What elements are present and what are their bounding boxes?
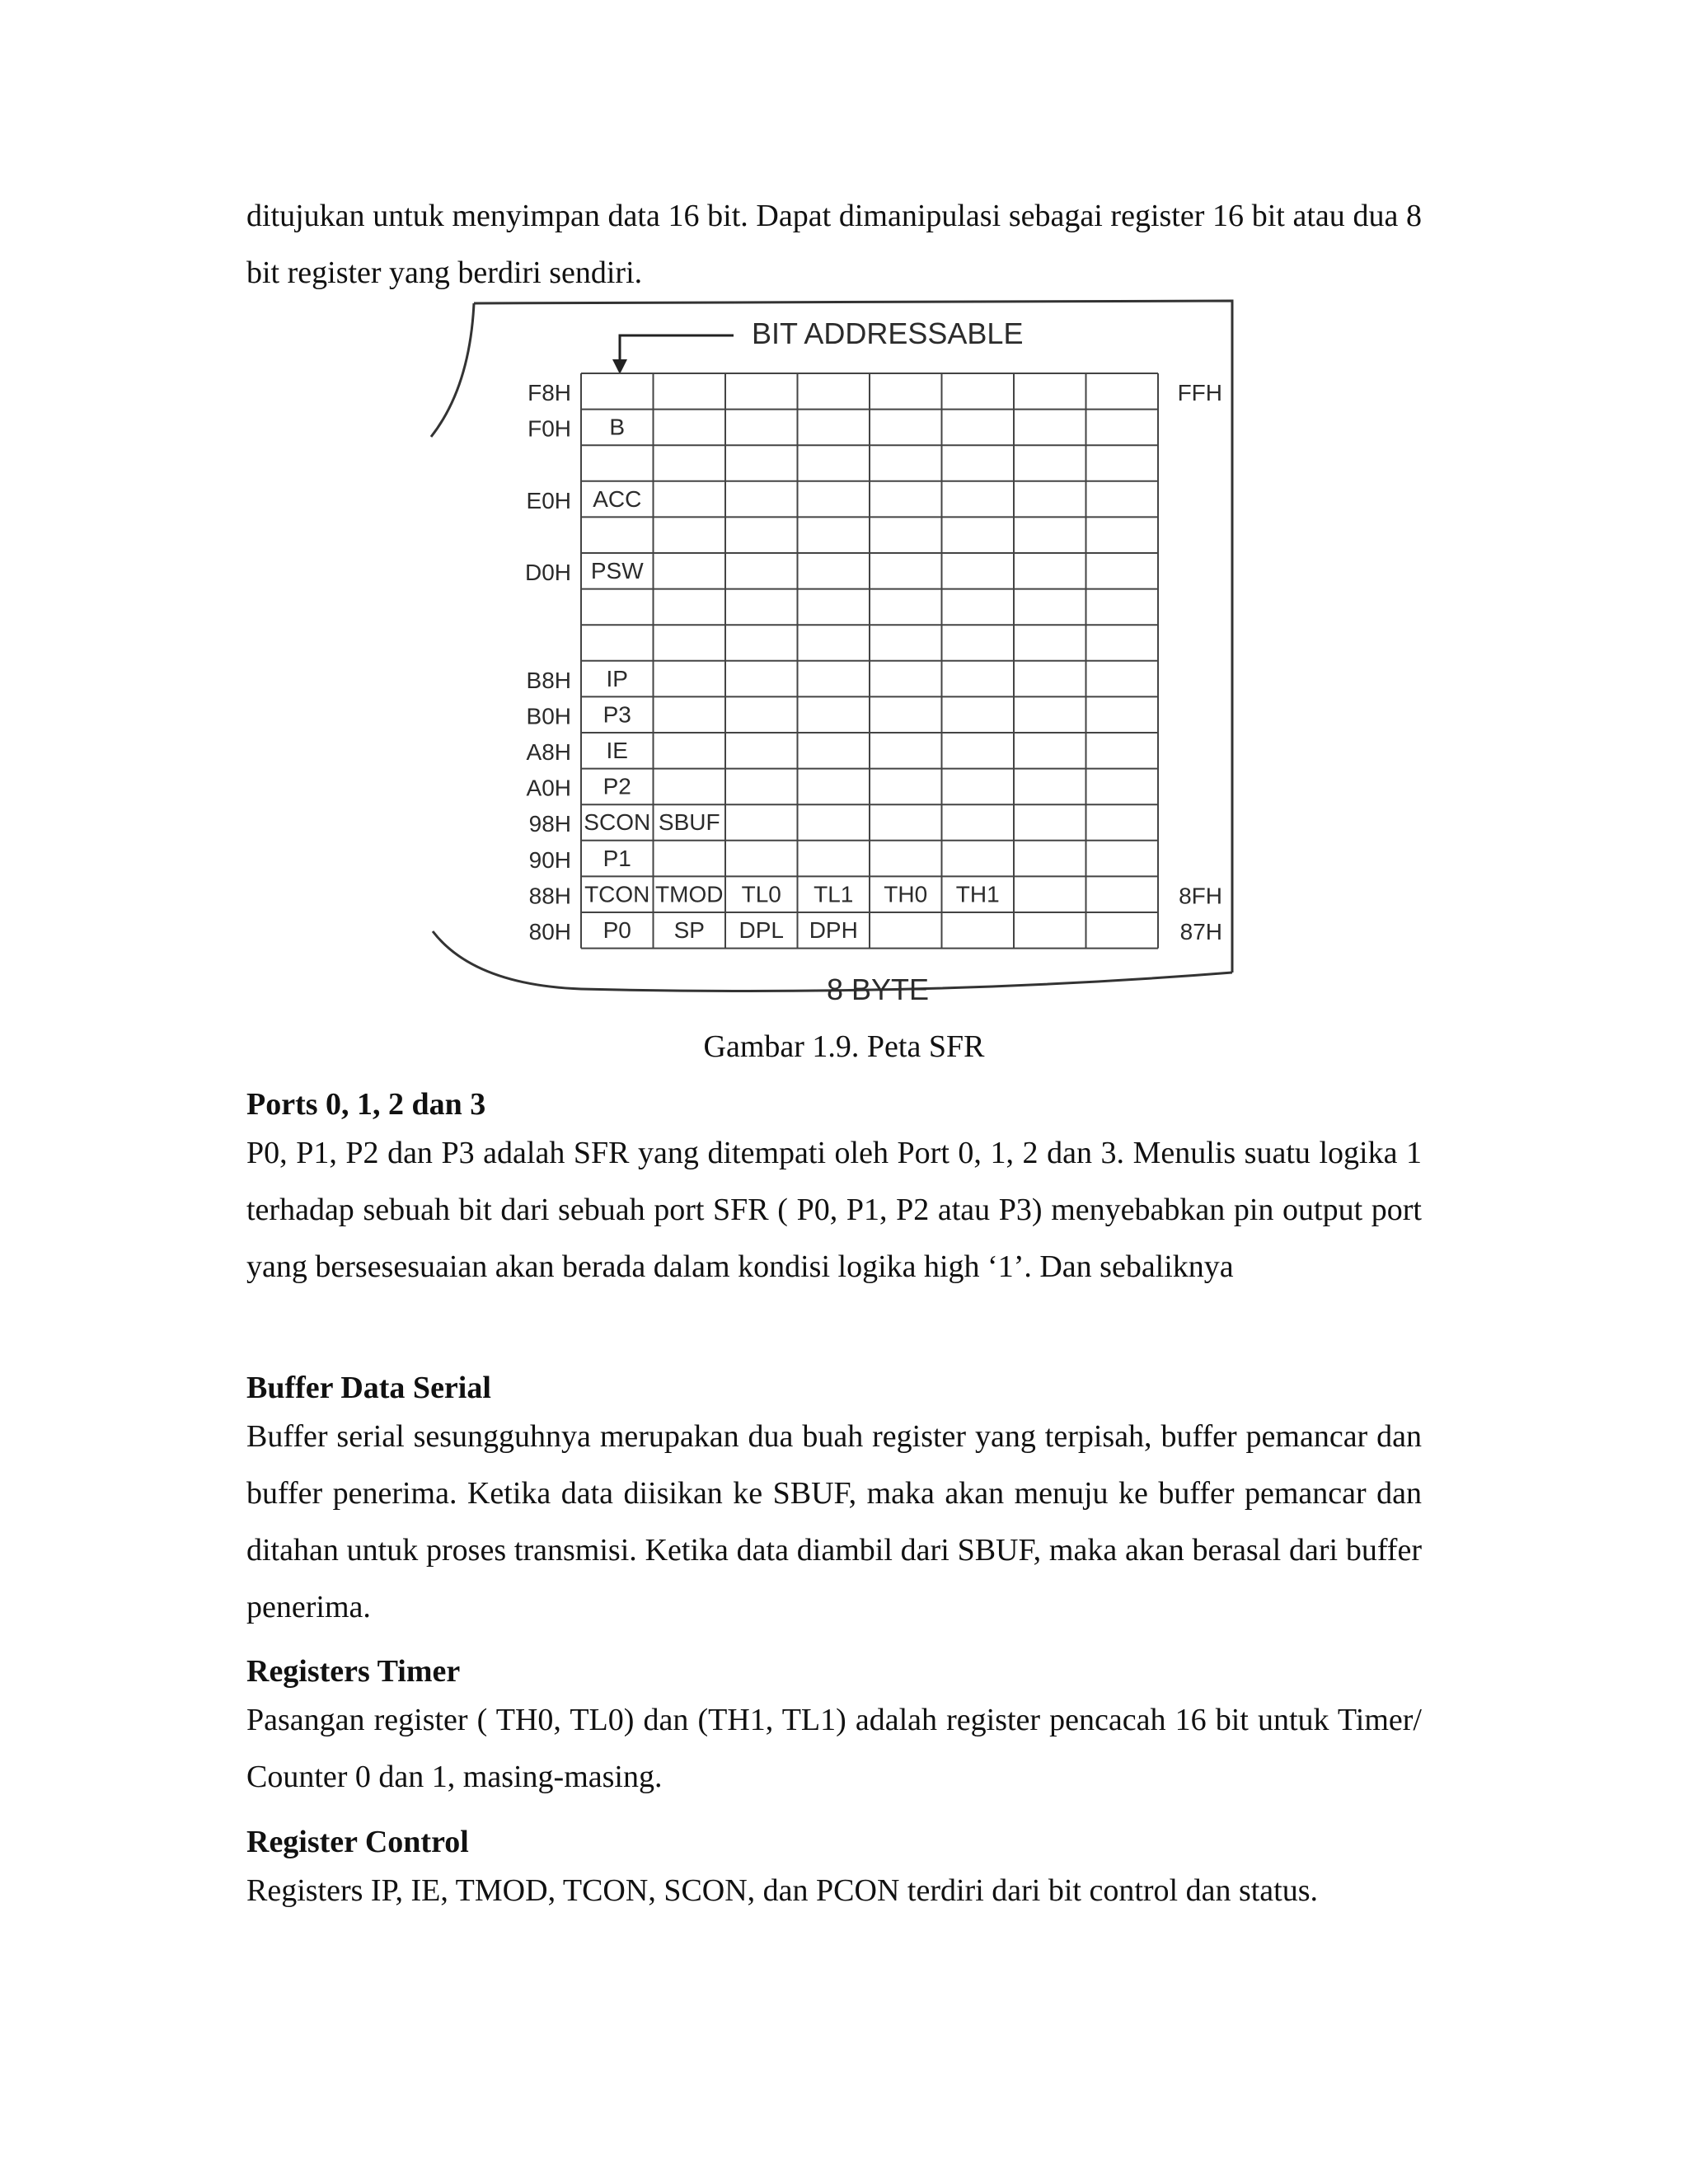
section-body-ports: P0, P1, P2 dan P3 adalah SFR yang ditempati oleh Port 0, 1, 2 dan 3. Menulis suatu logika 1 terhadap sebuah bit dari sebuah port SFR ( P0, P1, P2 atau P3) menyebabkan pin output port yang bersesesuaian akan berada dalam kondisi logika high ‘1’. Dan sebaliknya	[246, 1136, 1422, 1284]
register-cell-label: IP	[606, 665, 628, 691]
section-heading-ports: Ports 0, 1, 2 dan 3	[246, 1087, 486, 1122]
register-cell-label: SCON	[584, 809, 651, 836]
register-grid	[581, 373, 1158, 949]
sfr-address-label: 80H	[528, 919, 571, 944]
register-cell-label: PSW	[590, 558, 644, 583]
arrow-head-icon	[612, 359, 627, 374]
register-cell-label: TH1	[955, 881, 1000, 907]
figure-frame-left-curve	[431, 303, 474, 437]
intro-paragraph: ditujukan untuk menyimpan data 16 bit. Dapat dimanipulasi sebagai register 16 bit atau dua 8 bit register yang berdiri sendiri.	[246, 199, 1422, 290]
bit-addressable-label: BIT ADDRESSABLE	[752, 316, 1024, 350]
figure-caption: Gambar 1.9. Peta SFR	[703, 1029, 985, 1064]
register-cell-label: TL0	[741, 881, 781, 907]
sfr-address-label: F8H	[528, 380, 571, 405]
sfr-end-address-label: 8FH	[1179, 883, 1222, 909]
register-cell-label: SBUF	[658, 809, 720, 836]
register-cell-label: SP	[673, 917, 705, 943]
sfr-address-label: B0H	[526, 703, 571, 729]
section-body-buffer: Buffer serial sesungguhnya merupakan dua buah register yang terpisah, buffer pemancar dan buffer penerima. Ketika data diisikan ke SBUF, maka akan menuju ke buffer pemancar dan ditahan untuk proses transmisi. Ketika data diambil dari SBUF, maka akan berasal dari buffer penerima.	[246, 1419, 1422, 1624]
register-cell-label: P1	[603, 845, 631, 871]
register-cell-label: DPH	[809, 917, 858, 943]
section-body-timer: Pasangan register ( TH0, TL0) dan (TH1, TL1) adalah register pencacah 16 bit untuk Timer/ Counter 0 dan 1, masing-masing.	[246, 1703, 1422, 1794]
sfr-map-figure	[424, 297, 1240, 1022]
sfr-end-address-label: FFH	[1177, 380, 1222, 405]
register-cell-label: TH0	[884, 881, 928, 907]
register-cell-label: P0	[603, 917, 631, 943]
register-cell-label: TMOD	[655, 881, 724, 907]
sfr-address-label: 90H	[528, 846, 571, 873]
section-heading-buffer: Buffer Data Serial	[246, 1371, 491, 1405]
register-cell-label: P3	[603, 701, 631, 728]
sfr-end-address-label: 87H	[1179, 919, 1222, 944]
register-cell-label: TCON	[584, 881, 650, 907]
register-cell-label: DPL	[738, 917, 784, 943]
sfr-address-label: E0H	[526, 487, 571, 513]
register-cell-label: B	[609, 414, 626, 440]
sfr-address-label: A0H	[526, 775, 571, 801]
figure-frame-top	[474, 301, 1232, 972]
sfr-address-label: D0H	[524, 560, 571, 585]
eight-byte-label: 8 BYTE	[826, 972, 930, 1006]
section-heading-control: Register Control	[246, 1825, 469, 1859]
sfr-address-label: 88H	[528, 883, 571, 909]
sfr-address-label: 98H	[528, 811, 571, 837]
arrow-line	[620, 335, 734, 361]
register-cell-label: TL1	[814, 881, 854, 907]
register-grid-labels	[525, 380, 1222, 944]
sfr-address-label: A8H	[526, 739, 571, 765]
register-cell-label: IE	[606, 738, 628, 763]
sfr-address-label: B8H	[526, 667, 571, 693]
sfr-address-label: F0H	[528, 415, 571, 442]
register-cell-label: ACC	[593, 485, 642, 512]
register-cell-label: P2	[603, 773, 631, 799]
section-heading-timer: Registers Timer	[246, 1654, 461, 1689]
section-body-control: Registers IP, IE, TMOD, TCON, SCON, dan PCON terdiri dari bit control dan status.	[246, 1873, 1319, 1908]
